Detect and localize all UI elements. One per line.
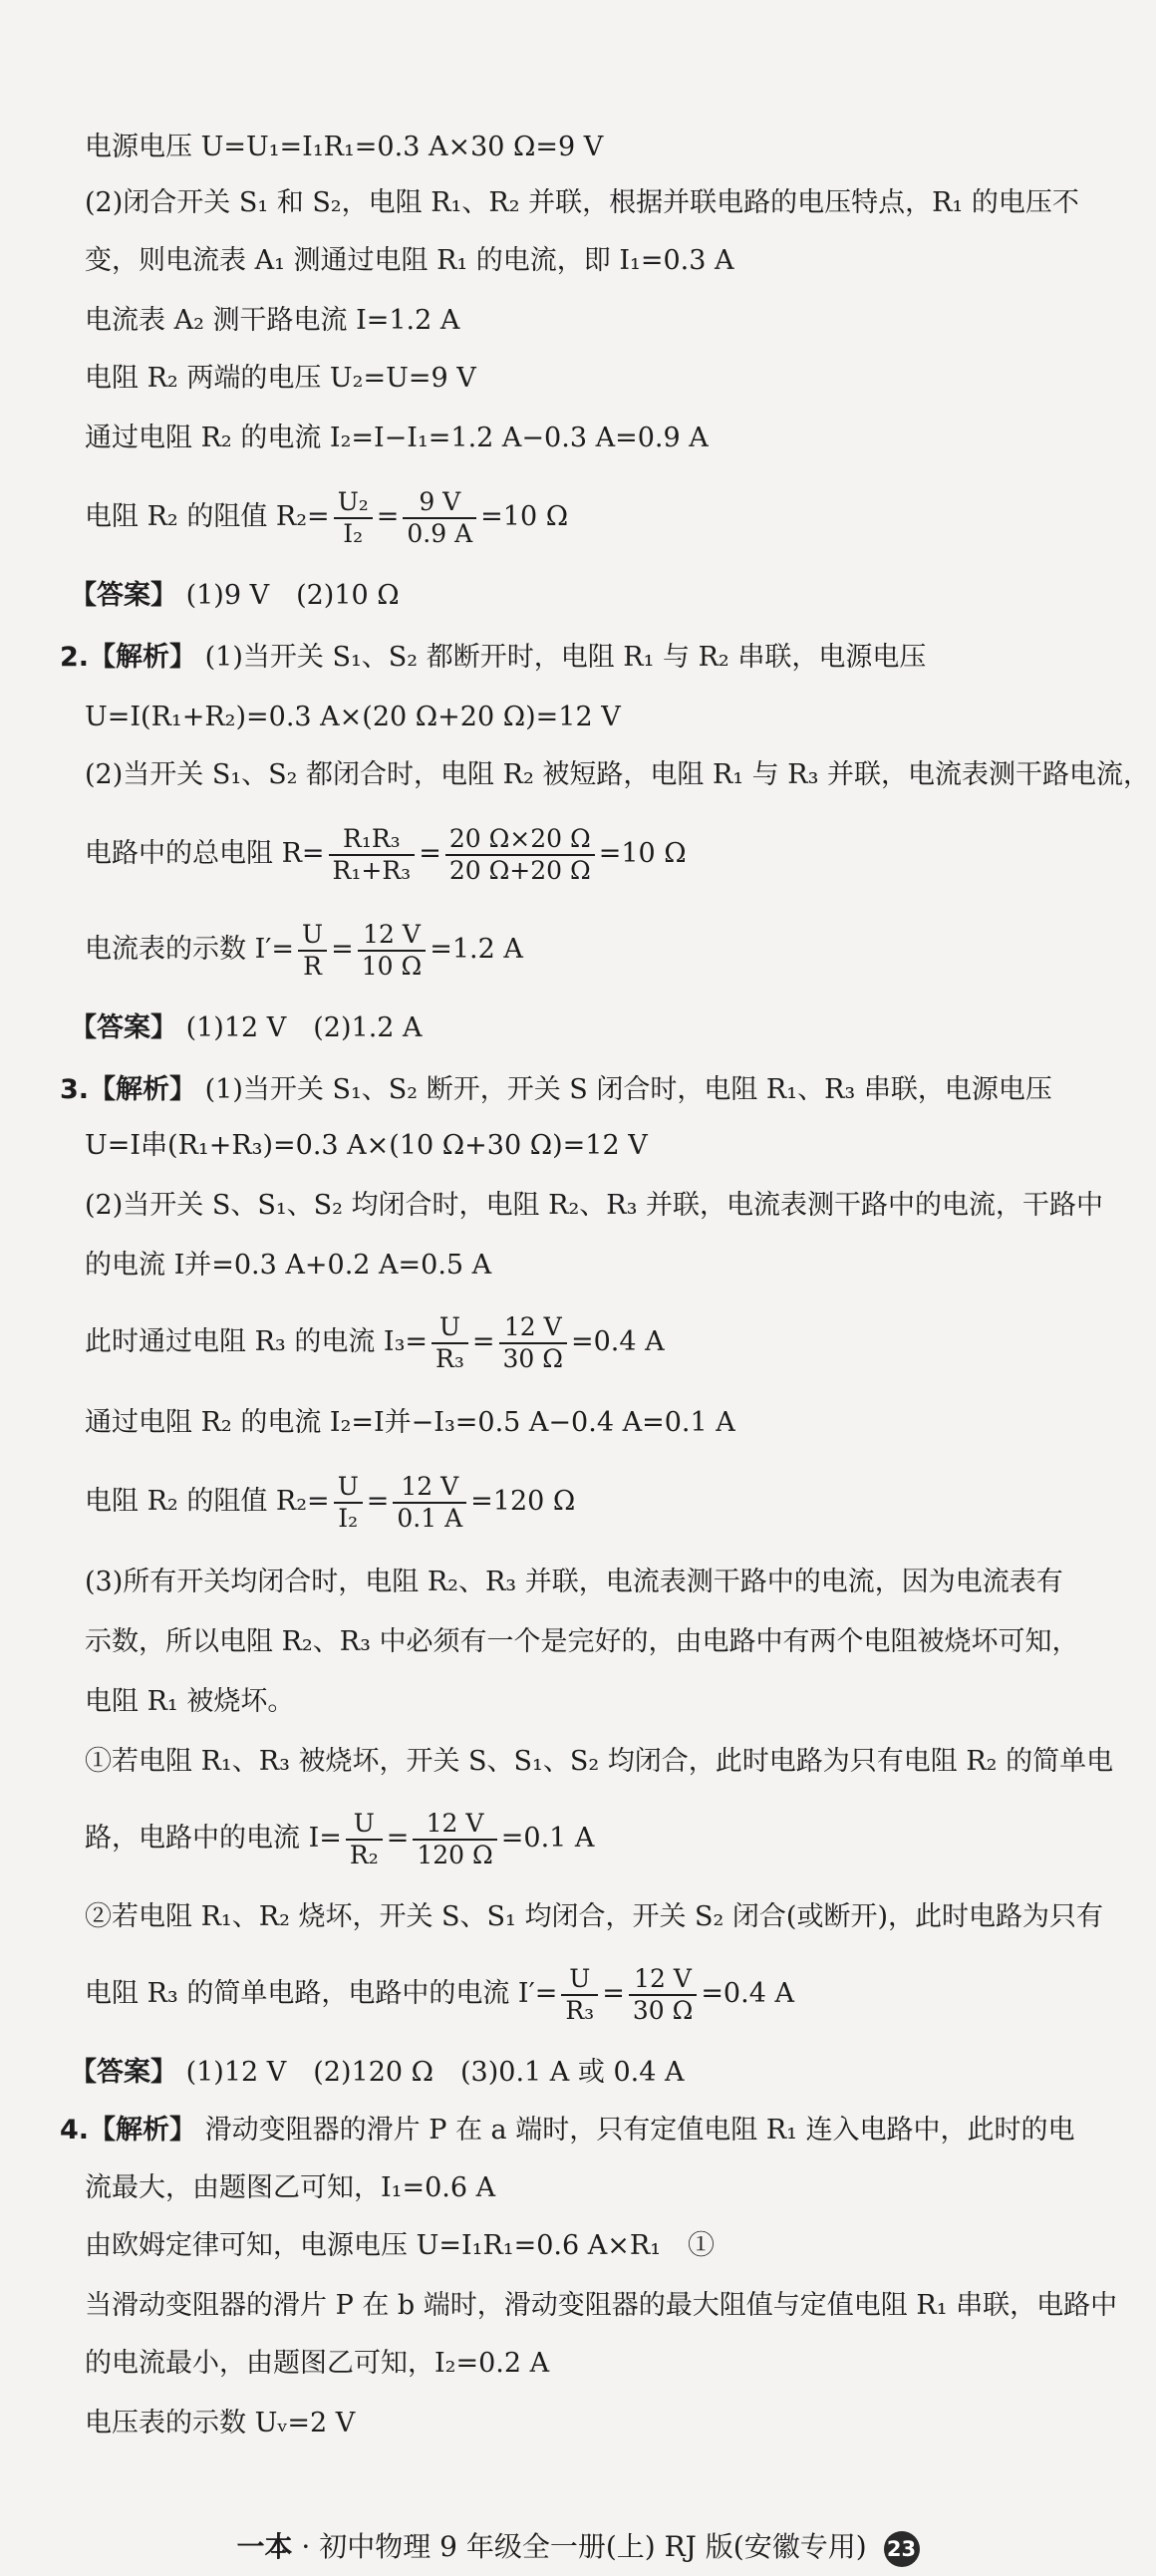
- formula-text: 电阻 R₃ 的简单电路，电路中的电流 I′=: [85, 1978, 558, 2009]
- denominator: I₂: [338, 1503, 359, 1533]
- equals-sign: =: [376, 501, 400, 532]
- text-line: (1)当开关 S₁、S₂ 都断开时，电阻 R₁ 与 R₂ 串联，电源电压: [204, 642, 927, 673]
- formula-line: [85, 1804, 1116, 1873]
- fraction: [298, 920, 327, 982]
- denominator: R₁+R₃: [332, 855, 412, 885]
- numerator: U: [561, 1964, 598, 1996]
- question-number: 4.: [60, 2115, 90, 2146]
- text-line: (2)闭合开关 S₁ 和 S₂，电阻 R₁、R₂ 并联，根据并联电路的电压特点，R₁ 的电压不: [85, 187, 1079, 218]
- formula-text: =120 Ω: [470, 1486, 576, 1517]
- text-line: 电流表 A₂ 测干路电流 I=1.2 A: [85, 305, 460, 336]
- question-number: 2.: [60, 642, 90, 673]
- text-line: U=I(R₁+R₂)=0.3 A×(20 Ω+20 Ω)=12 V: [85, 702, 621, 732]
- book-title: 初中物理 9 年级全一册(上) RJ 版(安徽专用): [319, 2530, 867, 2563]
- formula-text: 电路中的总电阻 R=: [85, 838, 325, 869]
- fraction: [499, 1312, 568, 1374]
- fraction: [561, 1964, 598, 2026]
- equals-sign: =: [366, 1486, 390, 1517]
- text-line: (3)所有开关均闭合时，电阻 R₂、R₃ 并联，电流表测干路中的电流，因为电流表有: [85, 1567, 1063, 1597]
- numerator: 12 V: [358, 920, 427, 952]
- numerator: R₁R₃: [329, 824, 416, 856]
- denominator: 30 Ω: [502, 1343, 563, 1373]
- formula-line: [85, 819, 1116, 889]
- text-line: ①若电阻 R₁、R₃ 被烧坏，开关 S、S₁、S₂ 均闭合，此时电路为只有电阻 R₂ 的简单电: [85, 1746, 1114, 1777]
- denominator: 0.9 A: [407, 518, 473, 548]
- fraction: [413, 1809, 496, 1870]
- numerator: U₂: [334, 487, 373, 519]
- formula-text: =10 Ω: [598, 838, 687, 869]
- formula-text: 此时通过电阻 R₃ 的电流 I₃=: [85, 1326, 429, 1357]
- formula-line: [85, 482, 1116, 552]
- fraction: [334, 1472, 363, 1534]
- text-line: (1)当开关 S₁、S₂ 断开，开关 S 闭合时，电阻 R₁、R₃ 串联，电源电压: [204, 1074, 1052, 1105]
- fraction: [629, 1964, 698, 2026]
- numerator: 12 V: [393, 1472, 466, 1504]
- footer-dot: ·: [301, 2530, 311, 2563]
- denominator: 120 Ω: [417, 1840, 493, 1869]
- denominator: 30 Ω: [632, 1995, 694, 2025]
- analysis-tag: 【解析】: [89, 1074, 197, 1105]
- fraction: [329, 824, 416, 886]
- formula-line: [85, 1307, 1116, 1377]
- text-line: 滑动变阻器的滑片 P 在 a 端时，只有定值电阻 R₁ 连入电路中，此时的电: [204, 2115, 1075, 2146]
- fraction: [432, 1312, 468, 1374]
- formula-text: =0.1 A: [500, 1823, 595, 1854]
- denominator: 20 Ω+20 Ω: [448, 855, 591, 885]
- numerator: 20 Ω×20 Ω: [445, 824, 595, 856]
- text-line: 电压表的示数 Uᵥ=2 V: [85, 2408, 356, 2438]
- formula-line: [85, 915, 1116, 985]
- text-line: 变，则电流表 A₁ 测通过电阻 R₁ 的电流，即 I₁=0.3 A: [85, 245, 734, 276]
- text-line: 当滑动变阻器的滑片 P 在 b 端时，滑动变阻器的最大阻值与定值电阻 R₁ 串联，电路中: [85, 2290, 1118, 2321]
- equals-sign: =: [602, 1978, 625, 2009]
- analysis-tag: 【解析】: [89, 2115, 197, 2146]
- equals-sign: =: [419, 838, 441, 869]
- answer-text: (1)9 V (2)10 Ω: [185, 580, 400, 611]
- equals-sign: =: [471, 1326, 495, 1357]
- text-line: 的电流最小，由题图乙可知，I₂=0.2 A: [85, 2348, 550, 2379]
- answer-tag: 【答案】: [70, 580, 177, 611]
- question-2-header: [60, 638, 1116, 678]
- formula-text: 电流表的示数 I′=: [85, 934, 295, 965]
- page-footer: [0, 2525, 1156, 2567]
- fraction: [334, 487, 373, 549]
- text-line: 示数，所以电阻 R₂、R₃ 中必须有一个是完好的，由电路中有两个电阻被烧坏可知，: [85, 1626, 1079, 1657]
- equals-sign: =: [386, 1823, 410, 1854]
- numerator: U: [298, 920, 327, 952]
- numerator: 12 V: [499, 1312, 568, 1344]
- denominator: R: [303, 951, 322, 981]
- numerator: 9 V: [403, 487, 476, 519]
- numerator: U: [334, 1472, 363, 1504]
- answer-line: [70, 2053, 1116, 2093]
- text-line: 通过电阻 R₂ 的电流 I₂=I并−I₃=0.5 A−0.4 A=0.1 A: [85, 1407, 735, 1438]
- fraction: [358, 920, 427, 982]
- text-line: 由欧姆定律可知，电源电压 U=I₁R₁=0.6 A×R₁ ①: [85, 2230, 716, 2261]
- formula-text: 电阻 R₂ 的阻值 R₂=: [85, 501, 330, 532]
- denominator: R₃: [435, 1343, 464, 1373]
- answer-tag: 【答案】: [70, 2057, 177, 2088]
- numerator: U: [346, 1809, 383, 1841]
- text-line: ②若电阻 R₁、R₂ 烧坏，开关 S、S₁ 均闭合，开关 S₂ 闭合(或断开)，此时电路为只有: [85, 1901, 1104, 1932]
- denominator: R₃: [565, 1995, 595, 2025]
- formula-line: [85, 1959, 1116, 2029]
- formula-text: =0.4 A: [571, 1326, 665, 1357]
- formula-text: 路，电路中的电流 I=: [85, 1823, 342, 1854]
- formula-text: =10 Ω: [480, 501, 569, 532]
- text-line: (2)当开关 S、S₁、S₂ 均闭合时，电阻 R₂、R₃ 并联，电流表测干路中的电流，干路中: [85, 1190, 1104, 1221]
- answer-tag: 【答案】: [70, 1012, 177, 1043]
- numerator: U: [432, 1312, 468, 1344]
- analysis-tag: 【解析】: [89, 642, 197, 673]
- formula-text: =1.2 A: [430, 934, 523, 965]
- answer-line: [70, 576, 1116, 616]
- brand-name: 一本: [236, 2530, 293, 2563]
- denominator: I₂: [343, 518, 364, 548]
- fraction: [445, 824, 595, 886]
- numerator: 12 V: [629, 1964, 698, 1996]
- text-line: 的电流 I并=0.3 A+0.2 A=0.5 A: [85, 1250, 492, 1281]
- numerator: 12 V: [413, 1809, 496, 1841]
- question-4-header: [60, 2111, 1116, 2150]
- formula-line: [85, 1467, 1116, 1537]
- text-line: (2)当开关 S₁、S₂ 都闭合时，电阻 R₂ 被短路，电阻 R₁ 与 R₃ 并联，电流表测干路电流，: [85, 759, 1151, 790]
- denominator: 0.1 A: [397, 1503, 463, 1533]
- text-line: 流最大，由题图乙可知，I₁=0.6 A: [85, 2172, 496, 2203]
- formula-text: 电阻 R₂ 的阻值 R₂=: [85, 1486, 330, 1517]
- equals-sign: =: [331, 934, 354, 965]
- text-line: 电阻 R₂ 两端的电压 U₂=U=9 V: [85, 363, 476, 394]
- page-number: 23: [884, 2531, 920, 2567]
- fraction: [393, 1472, 466, 1534]
- question-3-header: [60, 1070, 1116, 1110]
- text-line: 电源电压 U=U₁=I₁R₁=0.3 A×30 Ω=9 V: [85, 132, 604, 162]
- fraction: [346, 1809, 383, 1870]
- answer-line: [70, 1008, 1116, 1048]
- question-number: 3.: [60, 1074, 90, 1105]
- denominator: R₂: [349, 1840, 379, 1869]
- fraction: [403, 487, 476, 549]
- text-line: 通过电阻 R₂ 的电流 I₂=I−I₁=1.2 A−0.3 A=0.9 A: [85, 423, 709, 453]
- text-line: U=I串(R₁+R₃)=0.3 A×(10 Ω+30 Ω)=12 V: [85, 1130, 648, 1161]
- formula-text: =0.4 A: [701, 1978, 794, 2009]
- answer-text: (1)12 V (2)120 Ω (3)0.1 A 或 0.4 A: [185, 2057, 685, 2088]
- denominator: 10 Ω: [361, 951, 423, 981]
- answer-text: (1)12 V (2)1.2 A: [185, 1012, 423, 1043]
- text-line: 电阻 R₁ 被烧坏。: [85, 1686, 295, 1717]
